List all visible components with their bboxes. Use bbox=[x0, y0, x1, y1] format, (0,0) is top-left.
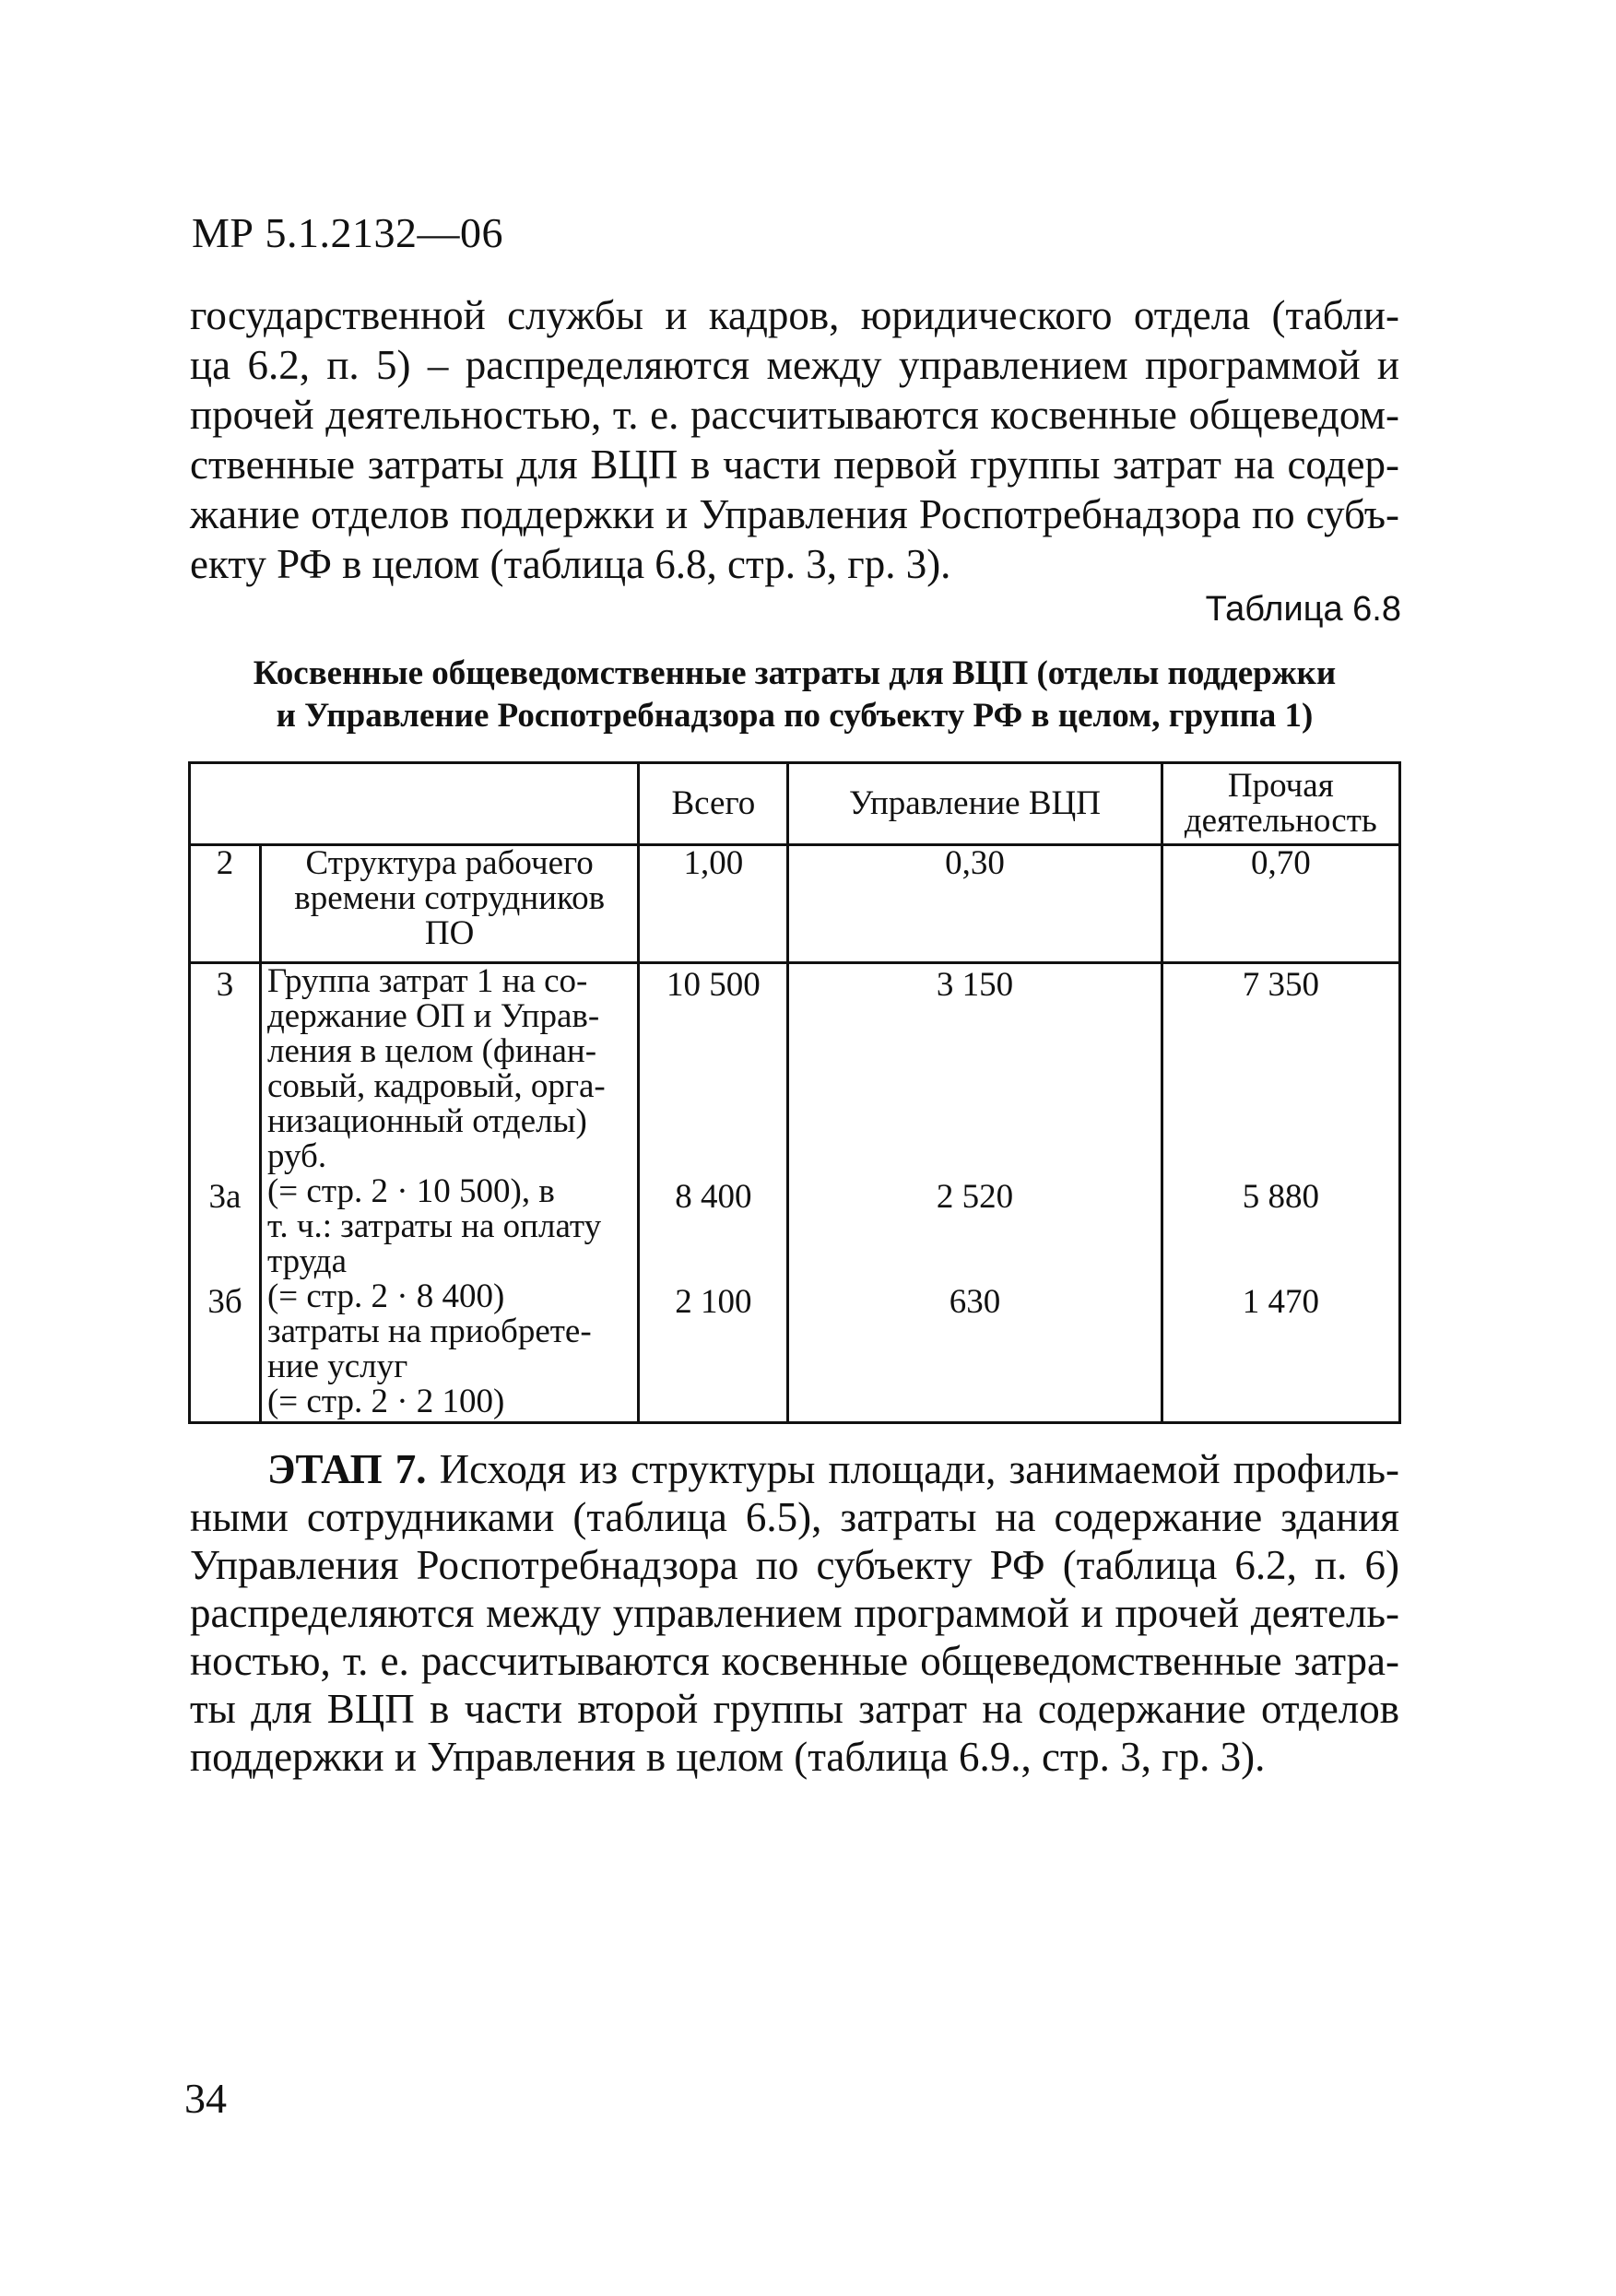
header-other-line: Прочая bbox=[1227, 767, 1334, 805]
stage-paragraph bbox=[190, 1445, 1399, 1781]
cell-management: 630 bbox=[949, 1283, 1001, 1321]
cell-total: 2 100 bbox=[675, 1283, 752, 1321]
desc-line: времени сотрудников bbox=[294, 879, 606, 917]
header-other-line: деятельность bbox=[1184, 802, 1377, 840]
table-row bbox=[190, 845, 1400, 963]
table-title-line: и Управление Роспотребнадзора по субъекту РФ в целом, группа 1) bbox=[276, 697, 1314, 735]
intro-line: прочей деятельностью, т. е. рассчитываются косвенные общеведом- bbox=[190, 392, 1399, 438]
table-label: Таблица 6.8 bbox=[1205, 590, 1401, 629]
table-header-row bbox=[190, 763, 1400, 845]
cell-management: 2 520 bbox=[936, 1178, 1014, 1216]
cells-total bbox=[639, 963, 788, 1423]
stage-first-line: Исходя из структуры площади, занимаемой профиль- bbox=[439, 1446, 1399, 1492]
desc-line: т. ч.: затраты на оплату bbox=[266, 1207, 602, 1245]
row-number: 3а bbox=[208, 1178, 242, 1216]
desc-line: (= стр. 2 · 2 100) bbox=[266, 1383, 505, 1420]
empty-header-cell bbox=[190, 763, 639, 845]
cost-table bbox=[188, 761, 1401, 1424]
desc-line: руб. bbox=[266, 1137, 327, 1175]
intro-line: ца 6.2, п. 5) – распределяются между управлением программой и bbox=[190, 342, 1399, 388]
table-title-line: Косвенные общеведомственные затраты для ВЦП (отделы поддержки bbox=[253, 654, 1337, 692]
desc-line: ПО bbox=[424, 914, 475, 952]
row-number: 3б bbox=[207, 1283, 242, 1321]
intro-line: государственной службы и кадров, юридического отдела (табли- bbox=[190, 292, 1399, 338]
desc-line: Структура рабочего bbox=[305, 844, 594, 882]
header-management: Управление ВЦП bbox=[788, 763, 1162, 845]
cell-other: 1 470 bbox=[1242, 1283, 1319, 1321]
document-code: МР 5.1.2132—06 bbox=[192, 209, 503, 256]
intro-line: екту РФ в целом (таблица 6.8, стр. 3, гр. 3). bbox=[190, 541, 951, 587]
intro-paragraph bbox=[190, 290, 1399, 589]
page-number: 34 bbox=[184, 2075, 227, 2122]
stage-line: ными сотрудниками (таблица 6.5), затраты на содержание здания bbox=[190, 1494, 1399, 1540]
cell-total: 8 400 bbox=[675, 1178, 752, 1216]
desc-line: (= стр. 2 · 8 400) bbox=[266, 1278, 505, 1315]
desc-line: труда bbox=[266, 1242, 348, 1280]
row-description bbox=[260, 963, 638, 1423]
stage-line: ты для ВЦП в части второй группы затрат на содержание отделов bbox=[190, 1686, 1399, 1732]
table-title bbox=[190, 653, 1399, 737]
stage-line: распределяются между управлением программой и прочей деятель- bbox=[190, 1590, 1399, 1636]
cells-other bbox=[1162, 963, 1399, 1423]
row-numbers bbox=[190, 963, 261, 1423]
desc-line: Группа затрат 1 на со- bbox=[266, 962, 588, 1000]
cell-other: 7 350 bbox=[1242, 966, 1319, 1004]
cell-management: 0,30 bbox=[788, 845, 1162, 963]
table-row bbox=[190, 963, 1400, 1423]
header-total: Всего bbox=[639, 763, 788, 845]
cells-management bbox=[788, 963, 1162, 1423]
stage-line: Управления Роспотребнадзора по субъекту РФ (таблица 6.2, п. 6) bbox=[190, 1542, 1399, 1588]
row-description bbox=[260, 845, 638, 963]
cell-total: 1,00 bbox=[639, 845, 788, 963]
stage-line: ностью, т. е. рассчитываются косвенные общеведомственные затра- bbox=[190, 1638, 1399, 1684]
intro-line: жание отделов поддержки и Управления Роспотребнадзора по субъ- bbox=[190, 491, 1399, 537]
desc-line: затраты на приобрете- bbox=[266, 1313, 592, 1350]
stage-lead: ЭТАП 7. bbox=[267, 1446, 427, 1492]
desc-line: совый, кадровый, орга- bbox=[266, 1067, 606, 1105]
intro-line: ственные затраты для ВЦП в части первой группы затрат на содер- bbox=[190, 442, 1399, 488]
cell-management: 3 150 bbox=[936, 966, 1014, 1004]
cell-other: 0,70 bbox=[1162, 845, 1399, 963]
desc-line: (= стр. 2 · 10 500), в bbox=[266, 1172, 555, 1210]
stage-line: поддержки и Управления в целом (таблица 6.9., стр. 3, гр. 3). bbox=[190, 1734, 1266, 1780]
desc-line: ления в целом (финан- bbox=[266, 1032, 597, 1070]
desc-line: низационный отделы) bbox=[266, 1102, 587, 1140]
stage-line bbox=[190, 1445, 1399, 1493]
cell-total: 10 500 bbox=[666, 966, 761, 1004]
desc-line: ние услуг bbox=[266, 1348, 408, 1385]
row-number: 2 bbox=[190, 845, 261, 963]
desc-line: держание ОП и Управ- bbox=[266, 997, 600, 1035]
cell-other: 5 880 bbox=[1242, 1178, 1319, 1216]
header-other bbox=[1162, 763, 1399, 845]
row-number: 3 bbox=[216, 966, 234, 1004]
